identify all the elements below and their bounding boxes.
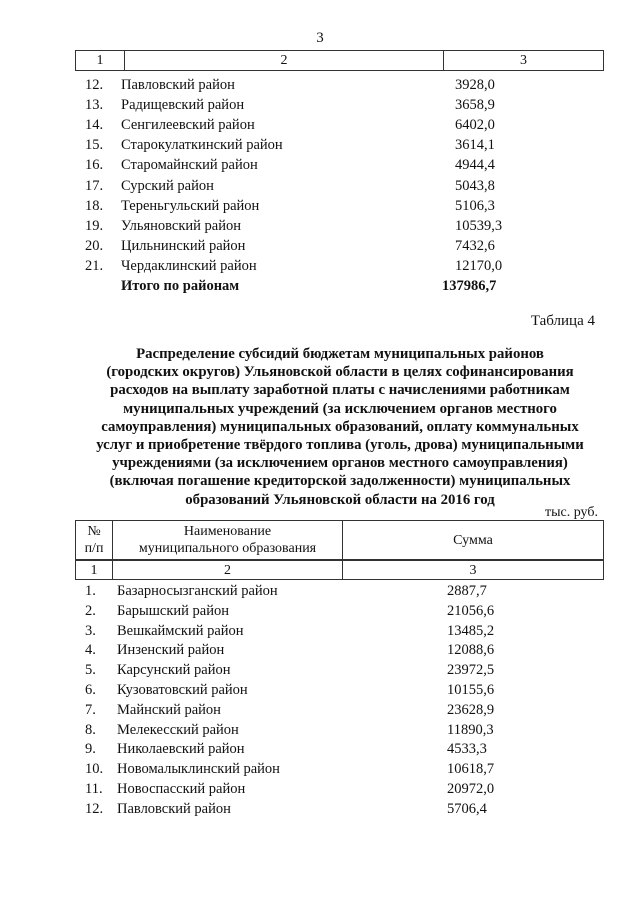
district-name: Павловский район — [117, 800, 231, 817]
district-name: Николаевский район — [117, 741, 245, 758]
amount: 4533,3 — [447, 741, 487, 758]
row-number: 20. — [85, 237, 104, 254]
amount: 10618,7 — [447, 761, 495, 778]
table-row — [75, 660, 595, 680]
table-row — [75, 95, 595, 115]
title-line: учреждениями (за исключением органов местного самоуправления) — [112, 455, 568, 472]
table-row — [75, 256, 595, 276]
district-name: Ульяновский район — [121, 217, 242, 234]
table-row — [75, 779, 595, 799]
table4-header — [75, 520, 604, 560]
table4-colnum-row — [75, 560, 604, 580]
row-number: 4. — [85, 642, 96, 659]
district-name: Новомалыклинский район — [117, 761, 280, 778]
title-line: расходов на выплату заработной платы с начислениями работникам — [110, 382, 570, 399]
title-line: услуг и приобретение твёрдого топлива (уголь, дрова) муниципальными — [96, 437, 584, 454]
row-number: 16. — [85, 157, 104, 174]
row-number: 5. — [85, 662, 96, 679]
row-number: 13. — [85, 97, 104, 114]
unit-label: тыс. руб. — [545, 505, 598, 520]
row-number: 3. — [85, 622, 96, 639]
amount: 23972,5 — [447, 662, 495, 679]
district-name: Барышский район — [117, 602, 229, 619]
amount: 5043,8 — [455, 177, 495, 194]
district-name: Мелекесский район — [117, 721, 239, 738]
amount: 10539,3 — [455, 217, 503, 234]
table3-col-2: 2 — [125, 51, 444, 70]
table4-title — [60, 345, 620, 509]
district-name: Базарносызганский район — [117, 583, 278, 599]
district-name: Цильнинский район — [121, 237, 246, 254]
header-num-line2: п/п — [84, 541, 104, 556]
row-number: 14. — [85, 117, 104, 134]
table3-header — [75, 50, 604, 71]
row-number: 9. — [85, 741, 96, 758]
district-name: Инзенский район — [117, 642, 225, 659]
amount: 7432,6 — [455, 237, 495, 254]
total-row — [75, 276, 595, 296]
table4-col-1: 1 — [76, 561, 113, 579]
row-number: 15. — [85, 137, 104, 154]
amount: 4944,4 — [455, 157, 495, 174]
row-number: 12. — [85, 800, 104, 817]
title-line: муниципальных учреждений (за исключением органов местного — [123, 400, 557, 417]
table-row — [75, 621, 595, 641]
table3-col-1: 1 — [76, 51, 125, 70]
district-name: Майнский район — [117, 701, 221, 718]
table-row — [75, 176, 595, 196]
table-row — [75, 601, 595, 621]
amount: 21056,6 — [447, 602, 495, 619]
amount: 6402,0 — [455, 117, 495, 134]
table-row — [75, 216, 595, 236]
row-number: 18. — [85, 197, 104, 214]
total-value: 137986,7 — [442, 278, 497, 294]
table-row — [75, 720, 595, 740]
header-num-cell — [76, 521, 113, 559]
row-number: 11. — [85, 781, 103, 797]
amount: 23628,9 — [447, 701, 495, 718]
district-name: Карсунский район — [117, 662, 231, 679]
amount: 5106,3 — [455, 197, 495, 214]
district-name: Старокулаткинский район — [121, 137, 283, 154]
table-row — [75, 799, 595, 819]
title-line: образований Ульяновской области на 2016 год — [185, 491, 495, 508]
district-name: Павловский район — [121, 77, 235, 93]
table-row — [75, 155, 595, 175]
row-number: 12. — [85, 77, 104, 93]
row-number: 7. — [85, 701, 96, 718]
table-row — [75, 135, 595, 155]
district-name: Чердаклинский район — [121, 257, 257, 274]
title-line: (городских округов) Ульяновской области в целях софинансирования — [106, 364, 574, 381]
amount: 10155,6 — [447, 682, 495, 698]
header-name-line2: муниципального образования — [138, 541, 317, 556]
amount: 13485,2 — [447, 622, 495, 639]
amount: 2887,7 — [447, 583, 487, 599]
table-row — [75, 700, 595, 720]
district-name: Кузоватовский район — [117, 682, 248, 698]
table-row — [75, 236, 595, 256]
title-line: (включая погашение кредиторской задолженности) муниципальных — [109, 473, 571, 490]
amount: 3658,9 — [455, 97, 495, 114]
amount: 12170,0 — [455, 257, 503, 274]
amount: 5706,4 — [447, 800, 487, 817]
table-row — [75, 75, 595, 95]
amount: 12088,6 — [447, 642, 495, 659]
district-name: Новоспасский район — [117, 781, 246, 797]
district-name: Старомайнский район — [121, 157, 258, 174]
table4-label: Таблица 4 — [530, 313, 595, 329]
row-number: 19. — [85, 217, 104, 234]
amount: 11890,3 — [447, 721, 494, 738]
district-name: Сенгилеевский район — [121, 117, 255, 134]
table-row — [75, 759, 595, 779]
row-number: 2. — [85, 602, 96, 619]
table4-col-3: 3 — [469, 562, 477, 578]
header-name-line1: Наименование — [183, 524, 272, 539]
table3-col-3: 3 — [520, 53, 527, 68]
header-num-line1: № — [87, 524, 101, 539]
table-row — [75, 739, 595, 759]
header-name-cell — [113, 521, 343, 559]
table-row — [75, 581, 595, 601]
row-number: 17. — [85, 177, 104, 194]
amount: 3614,1 — [455, 137, 495, 154]
table-row — [75, 196, 595, 216]
table4-col-2: 2 — [113, 561, 343, 579]
amount: 20972,0 — [447, 781, 495, 797]
row-number: 1. — [85, 583, 96, 599]
row-number: 8. — [85, 721, 96, 738]
row-number: 6. — [85, 682, 96, 698]
header-sum-cell: Сумма — [453, 532, 493, 548]
row-number: 10. — [85, 761, 104, 778]
title-line: самоуправления) муниципальных образований, оплату коммунальных — [101, 418, 579, 435]
table-row — [75, 640, 595, 660]
table-row — [75, 115, 595, 135]
total-label: Итого по районам — [121, 278, 240, 294]
title-line: Распределение субсидий бюджетам муниципальных районов — [136, 346, 544, 362]
amount: 3928,0 — [455, 77, 495, 93]
district-name: Тереньгульский район — [121, 197, 260, 214]
district-name: Сурский район — [121, 177, 214, 194]
row-number: 21. — [85, 257, 104, 274]
page-number: 3 — [316, 30, 324, 46]
table-row — [75, 680, 595, 700]
district-name: Радищевский район — [121, 97, 245, 114]
district-name: Вешкаймский район — [117, 622, 244, 639]
